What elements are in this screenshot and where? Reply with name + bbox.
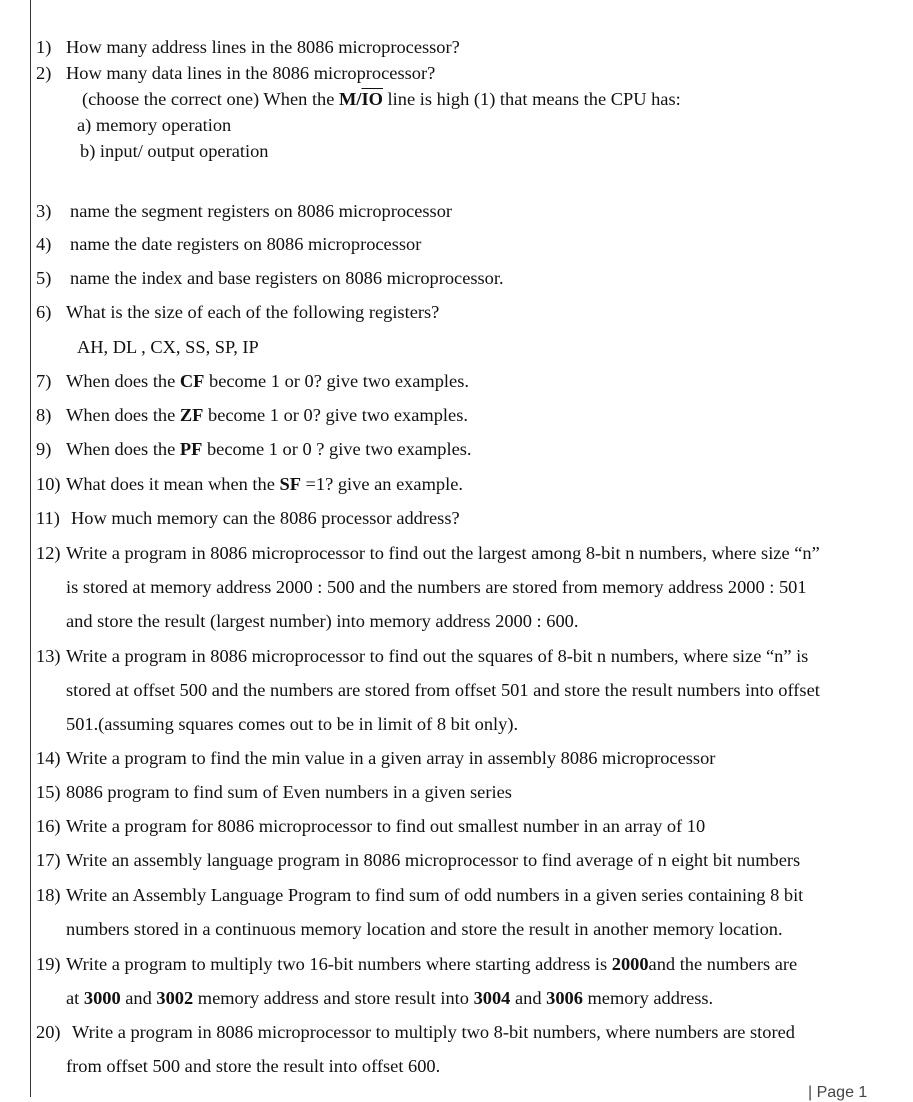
sub-text: line is high (1) that means the CPU has: bbox=[382, 89, 681, 109]
question-13-line-2: stored at offset 500 and the numbers are stored from offset 501 and store the result numbers into offset bbox=[66, 680, 820, 700]
io-label: $\overline{IO}$ bbox=[361, 89, 383, 109]
page-left-border bbox=[30, 0, 31, 1097]
question-18 bbox=[36, 884, 803, 906]
question-4 bbox=[36, 233, 421, 255]
question-11 bbox=[36, 507, 460, 529]
question-12-line-3: and store the result (largest number) into memory address 2000 : 600. bbox=[66, 611, 579, 631]
address-value: 2000 bbox=[611, 954, 649, 974]
question-8 bbox=[36, 404, 468, 426]
question-number: 9) bbox=[36, 439, 52, 459]
question-12-line-2: is stored at memory address 2000 : 500 and the numbers are stored from memory address 2000 : 501 bbox=[66, 577, 807, 597]
question-7 bbox=[36, 370, 469, 392]
question-text: become 1 or 0? give two examples. bbox=[204, 371, 469, 391]
question-19-line-2 bbox=[66, 987, 713, 1009]
question-text: at bbox=[66, 988, 84, 1008]
question-text: Write an assembly language program in 8086 microprocessor to find average of n eight bit numbers bbox=[66, 850, 801, 870]
question-6 bbox=[36, 301, 439, 323]
question-number: 4) bbox=[36, 234, 52, 254]
question-number: 7) bbox=[36, 371, 52, 391]
question-text: When does the bbox=[66, 405, 180, 425]
question-text: and bbox=[120, 988, 157, 1008]
question-number: 11) bbox=[36, 508, 60, 528]
question-15 bbox=[36, 781, 512, 803]
address-value: 3004 bbox=[473, 988, 511, 1008]
question-text: Write a program in 8086 microprocessor to multiply two 8-bit numbers, where numbers are stored bbox=[72, 1022, 795, 1042]
question-number: 12) bbox=[36, 543, 61, 563]
question-number: 6) bbox=[36, 302, 52, 322]
sub-text: (choose the correct one) When the bbox=[82, 89, 340, 109]
question-text: How much memory can the 8086 processor address? bbox=[71, 508, 460, 528]
question-number: 8) bbox=[36, 405, 52, 425]
question-number: 19) bbox=[36, 954, 61, 974]
question-text: What does it mean when the bbox=[66, 474, 280, 494]
question-1 bbox=[36, 36, 460, 58]
question-19 bbox=[36, 953, 797, 975]
question-2 bbox=[36, 62, 435, 84]
m-io-signal bbox=[339, 89, 383, 109]
question-18-line-2: numbers stored in a continuous memory location and store the result in another memory location. bbox=[66, 919, 783, 939]
m-label: M/ bbox=[339, 89, 362, 109]
question-text: and bbox=[510, 988, 547, 1008]
question-text: =1? give an example. bbox=[300, 474, 463, 494]
question-10 bbox=[36, 473, 463, 495]
question-text: Write a program to multiply two 16-bit numbers where starting address is bbox=[66, 954, 612, 974]
question-13 bbox=[36, 645, 808, 667]
question-text: Write a program for 8086 microprocessor to find out smallest number in an array of 10 bbox=[66, 816, 706, 836]
question-number: 13) bbox=[36, 646, 61, 666]
question-20 bbox=[36, 1021, 795, 1043]
question-text: Write a program in 8086 microprocessor to find out the squares of 8-bit n numbers, where size “n” is bbox=[66, 646, 809, 666]
flag-name: SF bbox=[279, 474, 301, 494]
flag-name: CF bbox=[179, 371, 205, 391]
question-text: How many data lines in the 8086 microprocessor? bbox=[66, 63, 436, 83]
address-value: 3000 bbox=[83, 988, 121, 1008]
page-number-footer: | Page 1 bbox=[808, 1084, 868, 1101]
question-number: 2) bbox=[36, 63, 52, 83]
question-text: memory address and store result into bbox=[193, 988, 474, 1008]
question-text: When does the bbox=[66, 439, 180, 459]
flag-name: PF bbox=[179, 439, 203, 459]
question-text: become 1 or 0 ? give two examples. bbox=[202, 439, 472, 459]
question-text: name the segment registers on 8086 microprocessor bbox=[70, 201, 453, 221]
question-number: 15) bbox=[36, 782, 61, 802]
question-text: name the date registers on 8086 microprocessor bbox=[70, 234, 422, 254]
question-3 bbox=[36, 200, 452, 222]
question-text: Write a program to find the min value in a given array in assembly 8086 microprocessor bbox=[66, 748, 716, 768]
option-b: b) input/ output operation bbox=[80, 141, 269, 161]
address-value: 3006 bbox=[546, 988, 583, 1008]
question-number: 17) bbox=[36, 850, 61, 870]
question-12 bbox=[36, 542, 820, 564]
question-text: name the index and base registers on 8086 microprocessor. bbox=[70, 268, 504, 288]
question-16 bbox=[36, 815, 705, 837]
question-20-line-2: from offset 500 and store the result into offset 600. bbox=[66, 1056, 441, 1076]
question-number: 3) bbox=[36, 201, 52, 221]
question-number: 20) bbox=[36, 1022, 61, 1042]
question-text: Write a program in 8086 microprocessor to find out the largest among 8-bit n numbers, where size “n” bbox=[66, 543, 820, 563]
question-text: 8086 program to find sum of Even numbers in a given series bbox=[66, 782, 512, 802]
question-number: 16) bbox=[36, 816, 61, 836]
question-text: Write an Assembly Language Program to find sum of odd numbers in a given series containing 8 bit bbox=[66, 885, 804, 905]
question-number: 5) bbox=[36, 268, 52, 288]
question-13-line-3: 501.(assuming squares comes out to be in limit of 8 bit only). bbox=[66, 714, 519, 734]
question-text: What is the size of each of the following registers? bbox=[66, 302, 440, 322]
address-value: 3002 bbox=[156, 988, 194, 1008]
question-5 bbox=[36, 267, 504, 289]
flag-name: ZF bbox=[179, 405, 204, 425]
question-9 bbox=[36, 438, 472, 460]
question-text: How many address lines in the 8086 microprocessor? bbox=[66, 37, 460, 57]
question-text: become 1 or 0? give two examples. bbox=[203, 405, 468, 425]
question-number: 1) bbox=[36, 37, 52, 57]
question-text: memory address. bbox=[582, 988, 714, 1008]
question-14 bbox=[36, 747, 715, 769]
option-a: a) memory operation bbox=[77, 115, 232, 135]
question-text: When does the bbox=[66, 371, 180, 391]
question-text: and the numbers are bbox=[648, 954, 798, 974]
question-number: 10) bbox=[36, 474, 61, 494]
register-list: AH, DL , CX, SS, SP, IP bbox=[77, 337, 259, 357]
question-17 bbox=[36, 849, 800, 871]
question-2-sub bbox=[82, 88, 681, 110]
question-number: 14) bbox=[36, 748, 61, 768]
question-number: 18) bbox=[36, 885, 61, 905]
